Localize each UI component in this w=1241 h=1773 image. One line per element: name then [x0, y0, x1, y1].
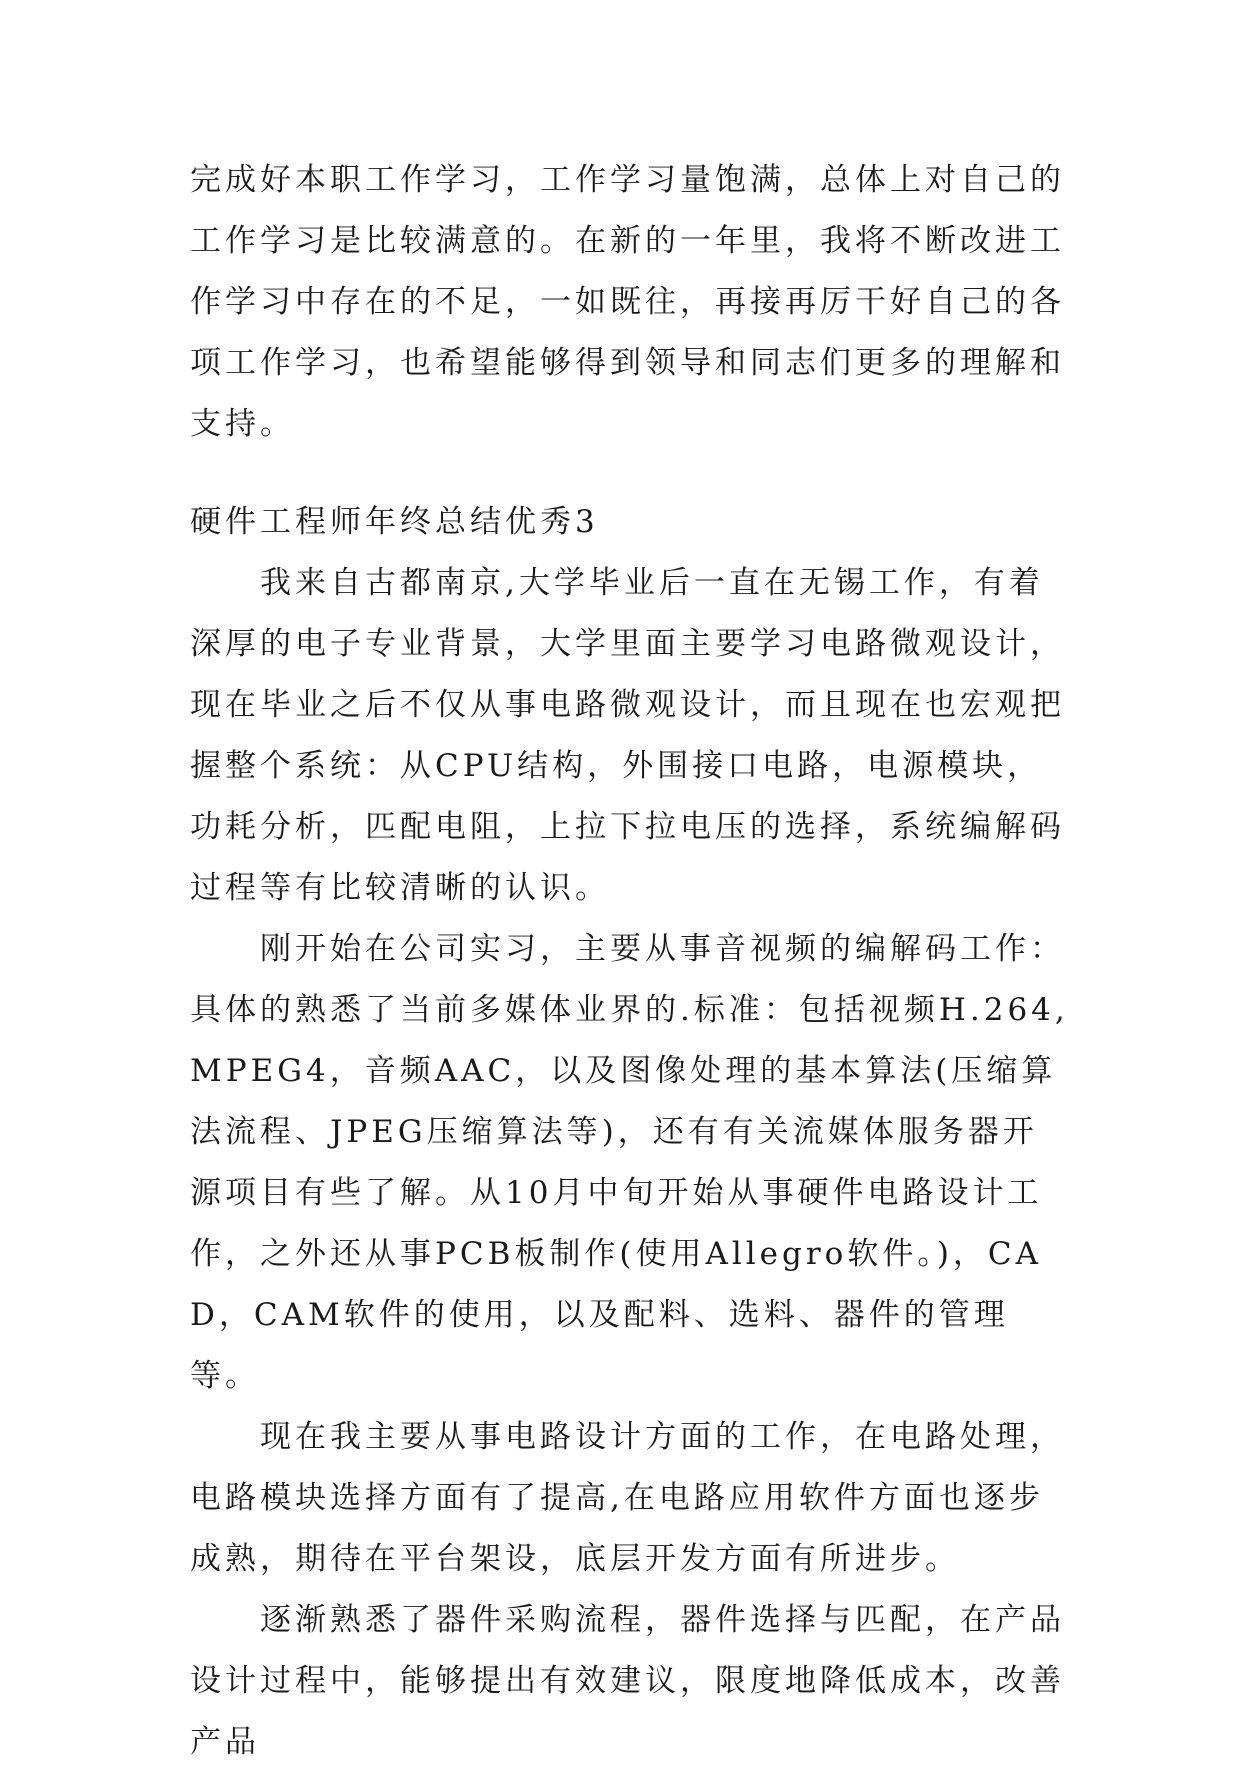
body-paragraph-3: 现在我主要从事电路设计方面的工作，在电路处理，电路模块选择方面有了提高,在电路应用软件方面也逐步成熟，期待在平台架设，底层开发方面有所进步。 [190, 1419, 1065, 1577]
intro-paragraph: 完成好本职工作学习，工作学习量饱满，总体上对自己的工作学习是比较满意的。在新的一年里，我将不断改进工作学习中存在的不足，一如既往，再接再厉干好自己的各项工作学习，也希望能够得到领导和同志们更多的理解和支持。 [190, 162, 1065, 442]
section-title: 硬件工程师年终总结优秀3 [190, 504, 599, 540]
body-paragraph-4: 逐渐熟悉了器件采购流程，器件选择与匹配，在产品设计过程中，能够提出有效建议，限度地降低成本，改善产品 [190, 1602, 1065, 1760]
body-paragraph-1: 我来自古都南京,大学毕业后一直在无锡工作，有着深厚的电子专业背景，大学里面主要学习电路微观设计，现在毕业之后不仅从事电路微观设计，而且现在也宏观把握整个系统：从CPU结构，外围接口电路，电源模块，功耗分析，匹配电阻，上拉下拉电压的选择，系统编解码过程等有比较清晰的认识。 [190, 565, 1065, 906]
body-paragraph-2: 刚开始在公司实习，主要从事音视频的编解码工作：具体的熟悉了当前多媒体业界的.标准：包括视频H.264,MPEG4，音频AAC，以及图像处理的基本算法(压缩算法流程、JPEG压缩算法等)，还有有关流媒体服务器开源项目有些了解。从10月中旬开始从事硬件电路设计工作，之外还从事PCB板制作(使用Allegro软件。)，CAD，CAM软件的使用，以及配料、选料、器件的管理等。 [190, 931, 1069, 1394]
document-body [190, 150, 1070, 1773]
